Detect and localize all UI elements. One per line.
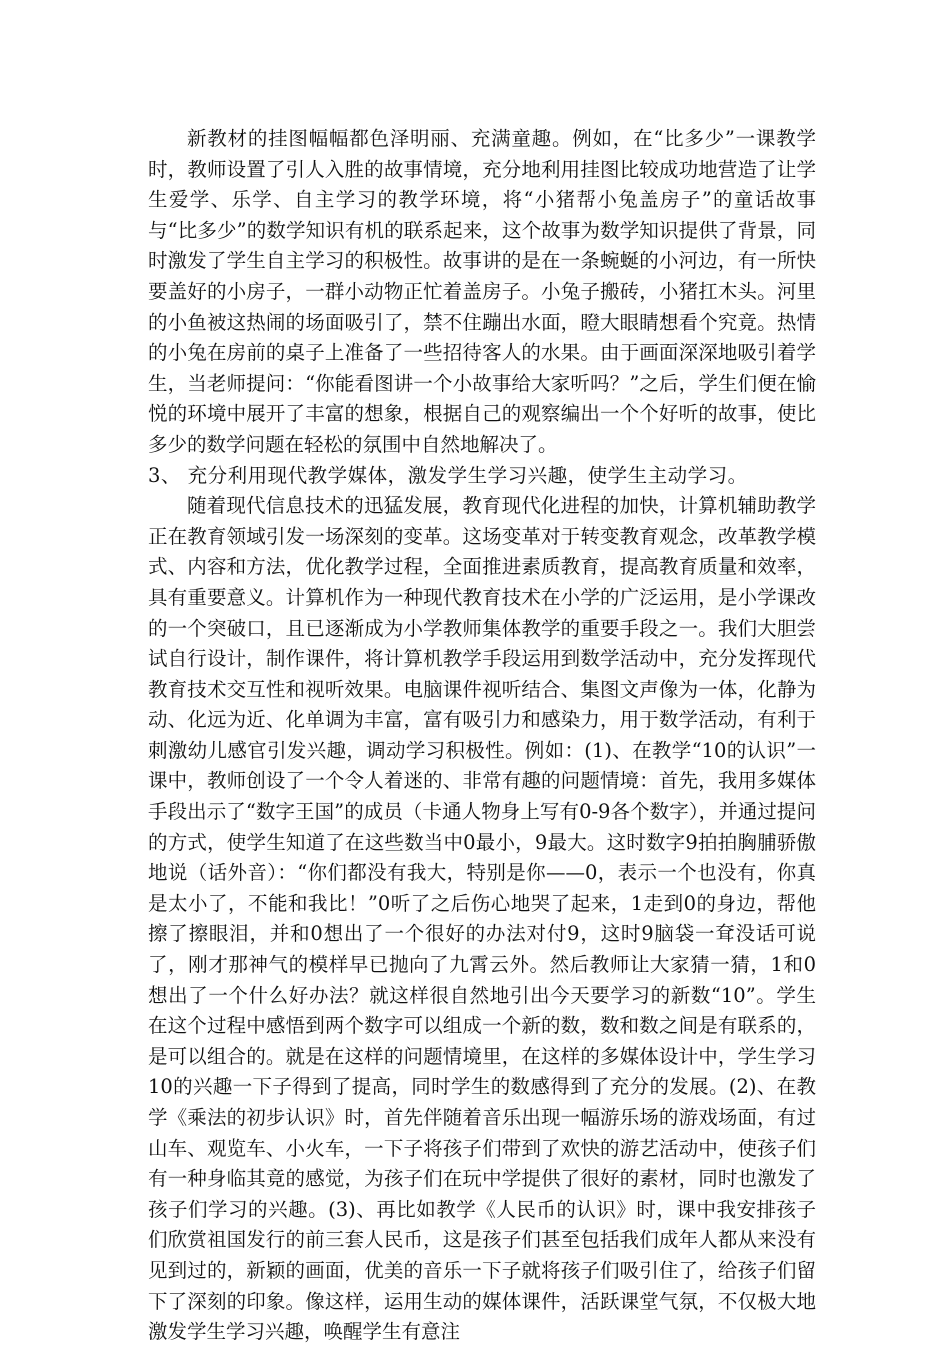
paragraph-multimedia: 随着现代信息技术的迅猛发展，教育现代化进程的加快，计算机辅助教学正在教育领域引发一场深刻的变革。这场变革对于转变教育观念，改革教学模式、内容和方法，优化教学过程，全面推进素质教育，提高教育质量和效率，具有重要意义。计算机作为一种现代教育技术在小学的广泛运用，是小学课改的一个突破口，且已逐渐成为小学教师集体教学的重要手段之一。我们大胆尝试自行设计，制作课件，将计算机教学手段运用到数学活动中，充分发挥现代教育技术交互性和视听效果。电脑课件视听结合、集图文声像为一体，化静为动、化远为近、化单调为丰富，富有吸引力和感染力，用于数学活动，有利于刺激幼儿感官引发兴趣，调动学习积极性。例如：(1)、在教学“10的认识”一课中，教师创设了一个令人着迷的、非常有趣的问题情境：首先，我用多媒体手段出示了“数字王国”的成员（卡通人物身上写有0-9各个数字），并通过提问的方式，使学生知道了在这些数当中0最小，9最大。这时数字9拍拍胸脯骄傲地说（话外音）：“你们都没有我大，特别是你——0，表示一个也没有，你真是太小了，不能和我比！”0听了之后伤心地哭了起来，1走到0的身边，帮他擦了擦眼泪，并和0想出了一个很好的办法对付9，这时9脑袋一耷没话可说了，刚才那神气的模样早已抛向了九霄云外。然后教师让大家猜一猜，1和0想出了一个什么好办法？就这样很自然地引出今天要学习的新数“10”。学生在这个过程中感悟到两个数字可以组成一个新的数，数和数之间是有联系的，是可以组合的。就是在这样的问题情境里，在这样的多媒体设计中，学生学习10的兴趣一下子得到了提高，同时学生的数感得到了充分的发展。(2)、在教学《乘法的初步认识》时，首先伴随着音乐出现一幅游乐场的游戏场面，有过山车、观览车、小火车，一下子将孩子们带到了欢快的游艺活动中，使孩子们有一种身临其竟的感觉，为孩子们在玩中学提供了很好的素材，同时也激发了孩子们学习的兴趣。(3)、再比如教学《人民币的认识》时，课中我安排孩子们欣赏祖国发行的前三套人民币，这是孩子们甚至包括我们成年人都从来没有见到过的，新颖的画面，优美的音乐一下子就将孩子们吸引住了，给孩子们留下了深刻的印象。像这样，运用生动的媒体课件，活跃课堂气氛，不仅极大地激发学生学习兴趣，唤醒学生有意注 — [148, 494, 816, 1344]
section-heading-3: 3、 充分利用现代教学媒体，激发学生学习兴趣，使学生主动学习。 — [148, 463, 748, 487]
document-body — [148, 124, 816, 1348]
paragraph-illustrations: 新教材的挂图幅幅都色泽明丽、充满童趣。例如，在“比多少”一课教学时，教师设置了引人入胜的故事情境，充分地利用挂图比较成功地营造了让学生爱学、乐学、自主学习的教学环境，将“小猪帮小兔盖房子”的童话故事与“比多少”的数学知识有机的联系起来，这个故事为数学知识提供了背景，同时激发了学生自主学习的积极性。故事讲的是在一条蜿蜒的小河边，有一所快要盖好的小房子，一群小动物正忙着盖房子。小兔子搬砖，小猪扛木头。河里的小鱼被这热闹的场面吸引了，禁不住蹦出水面，瞪大眼睛想看个究竟。热情的小兔在房前的桌子上准备了一些招待客人的水果。由于画面深深地吸引着学生，当老师提问：“你能看图讲一个小故事给大家听吗？”之后，学生们便在愉悦的环境中展开了丰富的想象，根据自己的观察编出一个个好听的故事，使比多少的数学问题在轻松的氛围中自然地解决了。 — [148, 127, 816, 456]
